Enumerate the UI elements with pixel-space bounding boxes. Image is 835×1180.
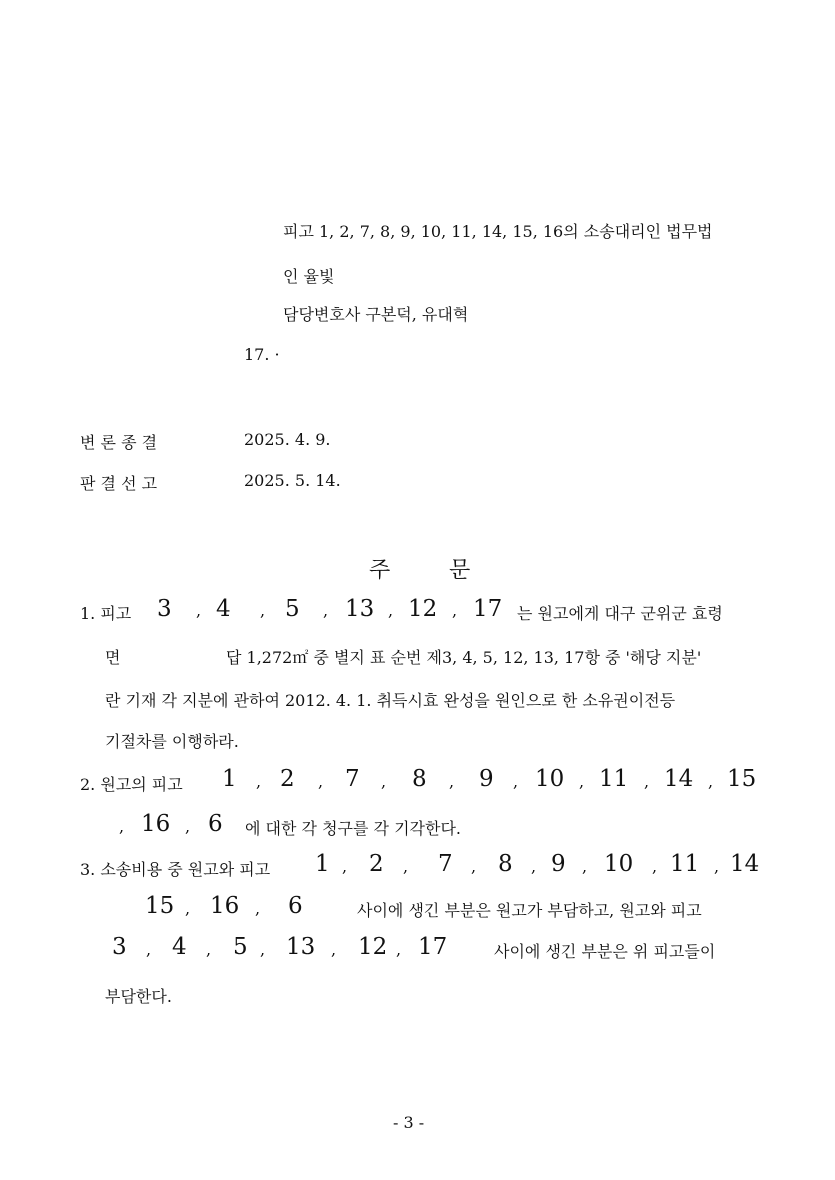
defendant-number: 2 — [369, 851, 384, 877]
item1-tail: 는 원고에게 대구 군위군 효령 — [517, 604, 723, 623]
separator: , — [449, 772, 455, 791]
defendant-number: 5 — [285, 596, 300, 622]
separator: , — [256, 772, 262, 791]
item3-tail: 사이에 생긴 부분은 위 피고들이 — [494, 942, 716, 961]
page-number: - 3 - — [393, 1113, 425, 1132]
defendant-number: 1 — [222, 766, 237, 792]
defendant-number: 13 — [345, 596, 375, 622]
defendant-number: 16 — [210, 893, 240, 919]
defendant-number: 11 — [599, 766, 629, 792]
defendant-number: 6 — [288, 893, 303, 919]
defendant-number: 8 — [412, 766, 427, 792]
separator: , — [255, 899, 261, 918]
counsel-firm: 인 율빛 — [283, 267, 335, 286]
defendant-number: 9 — [479, 766, 494, 792]
separator: , — [146, 940, 152, 959]
item2-tail: 에 대한 각 청구를 각 기각한다. — [245, 819, 461, 838]
separator: , — [396, 940, 402, 959]
defendant-number: 15 — [727, 766, 757, 792]
separator: , — [318, 772, 324, 791]
defendant-number: 3 — [112, 934, 127, 960]
separator: , — [714, 857, 720, 876]
defendant-number: 8 — [498, 851, 513, 877]
defendant-number: 11 — [670, 851, 700, 877]
separator: , — [342, 857, 348, 876]
defendant-number: 13 — [286, 934, 316, 960]
defendant-number: 7 — [345, 766, 360, 792]
defendant-number: 3 — [157, 596, 172, 622]
defendant-number: 9 — [551, 851, 566, 877]
counsel-lawyers: 담당변호사 구본덕, 유대혁 — [283, 305, 469, 324]
separator: , — [708, 772, 714, 791]
separator: , — [206, 940, 212, 959]
defendant-number: 15 — [145, 893, 175, 919]
item3-mid: 사이에 생긴 부분은 원고가 부담하고, 원고와 피고 — [357, 901, 702, 920]
item1-line2-b: 답 1,272㎡ 중 별지 표 순번 제3, 4, 5, 12, 13, 17항 중 '해당 지분' — [226, 648, 702, 667]
closing-date: 2025. 4. 9. — [244, 430, 331, 449]
counsel-line: 피고 1, 2, 7, 8, 9, 10, 11, 14, 15, 16의 소송대리인 법무법 — [283, 222, 713, 241]
separator: , — [471, 857, 477, 876]
defendant-number: 1 — [315, 851, 330, 877]
separator: , — [652, 857, 658, 876]
defendant-number: 10 — [604, 851, 634, 877]
separator: , — [196, 601, 202, 620]
item1-line4: 기절차를 이행하라. — [105, 732, 239, 751]
item3-num: 3. 소송비용 중 원고와 피고 — [80, 860, 271, 879]
separator: , — [260, 601, 266, 620]
separator: , — [388, 601, 394, 620]
defendant-number: 10 — [535, 766, 565, 792]
separator: , — [331, 940, 337, 959]
item2-num: 2. 원고의 피고 — [80, 775, 183, 794]
defendant-number: 12 — [408, 596, 438, 622]
separator: , — [582, 857, 588, 876]
separator: , — [513, 772, 519, 791]
defendant-number: 6 — [208, 811, 223, 837]
separator: , — [185, 899, 191, 918]
defendant-number: 12 — [358, 934, 388, 960]
counsel-item-17: 17. · — [244, 345, 280, 364]
separator: , — [323, 601, 329, 620]
item3-last: 부담한다. — [105, 987, 172, 1006]
closing-label: 변 론 종 결 — [80, 433, 158, 452]
separator: , — [531, 857, 537, 876]
sentence-date: 2025. 5. 14. — [244, 471, 341, 490]
defendant-number: 14 — [730, 851, 760, 877]
defendant-number: 5 — [233, 934, 248, 960]
separator: , — [260, 940, 266, 959]
defendant-number: 14 — [664, 766, 694, 792]
defendant-number: 17 — [418, 934, 448, 960]
defendant-number: 7 — [438, 851, 453, 877]
separator: , — [185, 817, 191, 836]
defendant-number: 16 — [141, 811, 171, 837]
separator: , — [644, 772, 650, 791]
separator: , — [403, 857, 409, 876]
separator: , — [119, 817, 125, 836]
defendant-number: 2 — [280, 766, 295, 792]
defendant-number: 4 — [216, 596, 231, 622]
separator: , — [452, 601, 458, 620]
item1-num: 1. 피고 — [80, 604, 132, 623]
item1-line3: 란 기재 각 지분에 관하여 2012. 4. 1. 취득시효 완성을 원인으로 한 소유권이전등 — [105, 691, 676, 710]
separator: , — [381, 772, 387, 791]
separator: , — [579, 772, 585, 791]
sentence-label: 판 결 선 고 — [80, 474, 158, 493]
defendant-number: 4 — [172, 934, 187, 960]
heading-right: 문 — [449, 558, 473, 583]
item1-line2-a: 면 — [105, 648, 121, 667]
defendant-number: 17 — [473, 596, 503, 622]
heading-left: 주 — [369, 558, 393, 583]
